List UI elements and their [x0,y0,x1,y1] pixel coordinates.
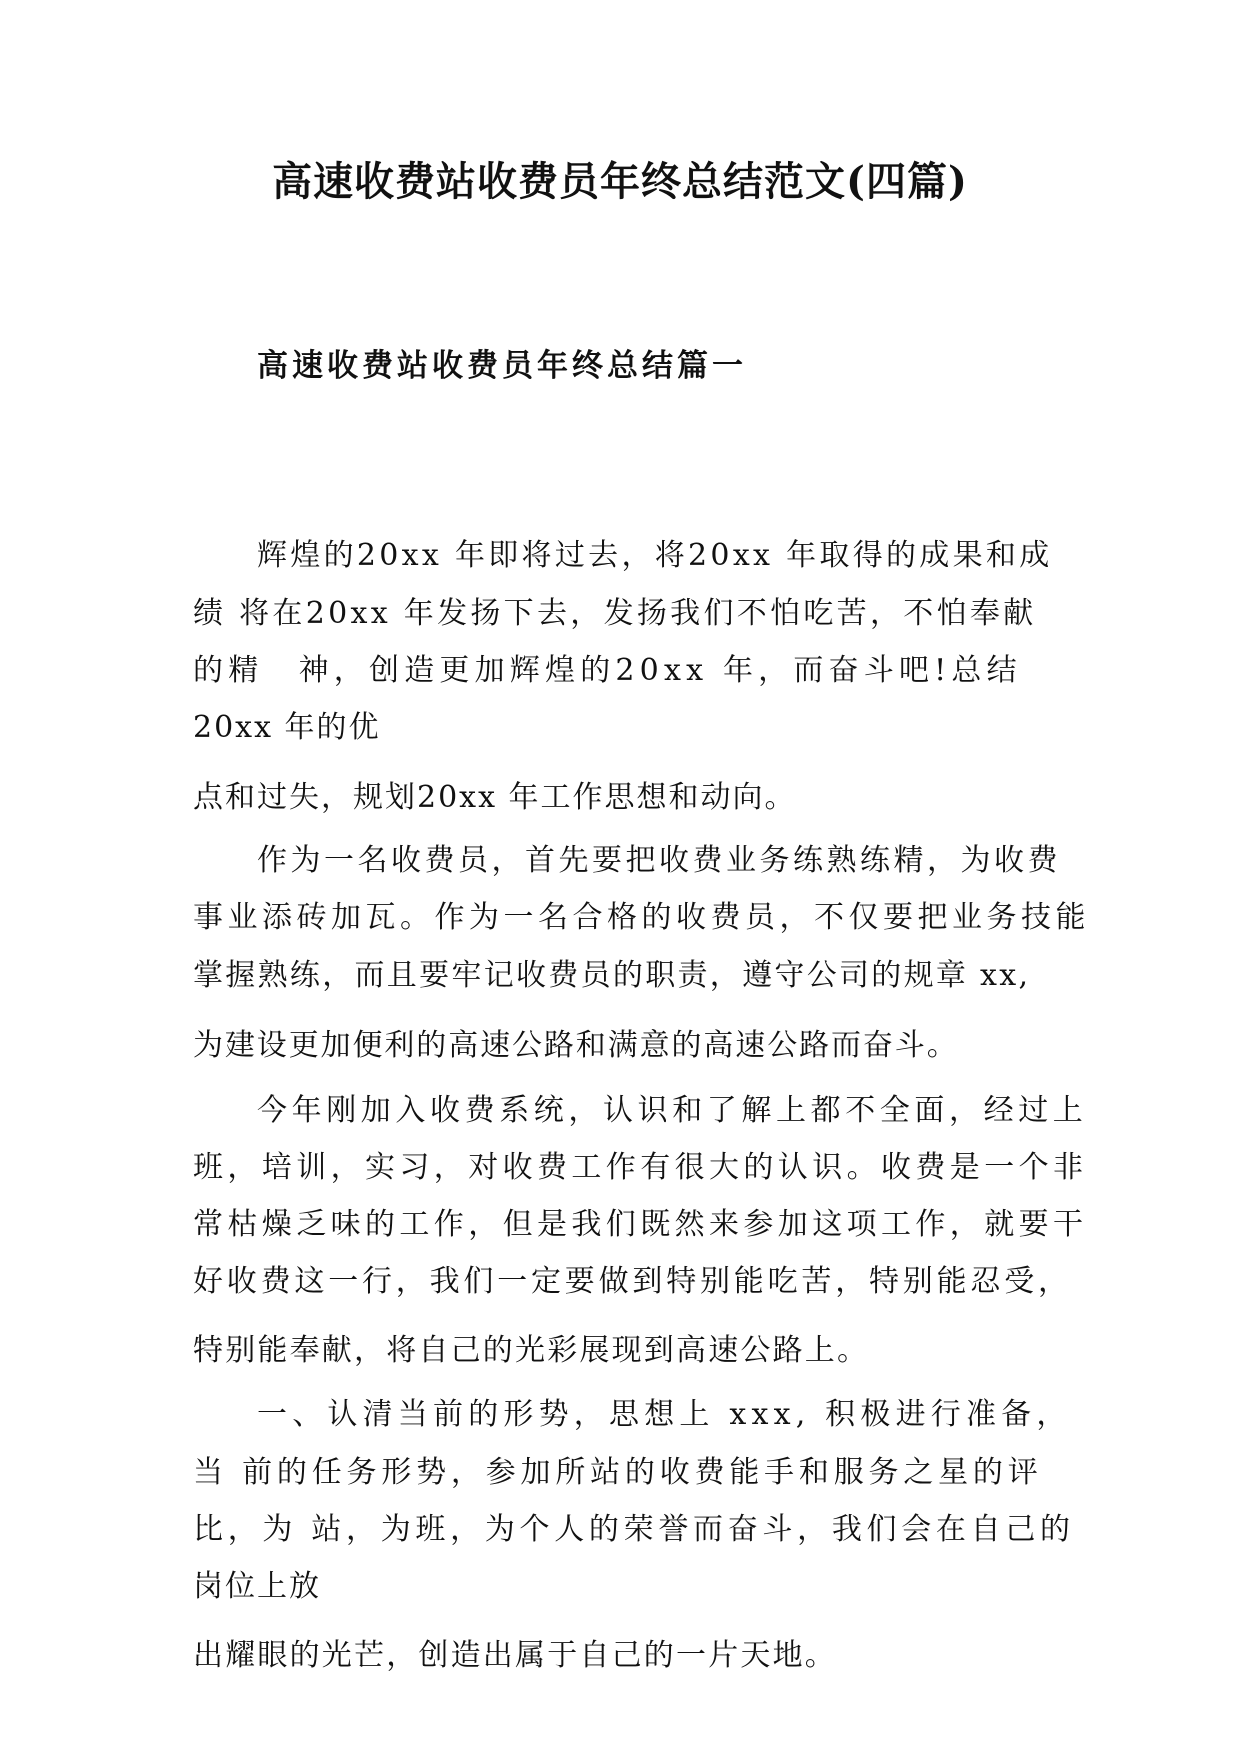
paragraph-line: 一、认清当前的形势，思想上 xxx, 积极进行准备， [257,1397,1072,1432]
paragraph-line: 作为一名收费员，首先要把收费业务练熟练精，为收费 [257,843,1061,878]
paragraph-line: 特别能奉献，将自己的光彩展现到高速公路上。 [193,1333,870,1368]
paragraph-line: 掌握熟练，而且要牢记收费员的职责，遵守公司的规章 xx, [193,958,1031,993]
document-title: 高速收费站收费员年终总结范文(四篇) [272,158,968,205]
paragraph-line: 点和过失，规划20xx 年工作思想和动向。 [193,780,797,815]
paragraph-line: 好收费这一行，我们一定要做到特别能吃苦，特别能忍受， [193,1264,1072,1299]
paragraph-line: 今年刚加入收费系统，认识和了解上都不全面，经过上 [257,1093,1088,1128]
section-heading: 高速收费站收费员年终总结篇一 [257,348,747,384]
paragraph-line: 出耀眼的光芒，创造出属于自己的一片天地。 [193,1638,837,1673]
paragraph-line: 20xx 年的优 [193,710,381,745]
paragraph-line: 常枯燥乏味的工作，但是我们既然来参加这项工作，就要干 [193,1207,1088,1242]
paragraph-line: 为建设更加便利的高速公路和满意的高速公路而奋斗。 [193,1028,959,1063]
paragraph-line: 绩 将在20xx 年发扬下去，发扬我们不怕吃苦，不怕奉献 [193,596,1037,631]
paragraph-line: 的精 神，创造更加辉煌的20xx 年，而奋斗吧!总结 [193,653,1022,688]
paragraph-line: 辉煌的20xx 年即将过去，将20xx 年取得的成果和成 [257,538,1053,573]
paragraph-line: 班，培训，实习，对收费工作有很大的认识。收费是一个非 [193,1150,1088,1185]
paragraph-line: 比，为 站，为班，为个人的荣誉而奋斗，我们会在自己的 [193,1512,1075,1547]
paragraph-line: 岗位上放 [193,1569,321,1604]
paragraph-line: 当 前的任务形势，参加所站的收费能手和服务之星的评 [193,1455,1043,1490]
paragraph-line: 事业添砖加瓦。作为一名合格的收费员，不仅要把业务技能 [193,900,1090,935]
